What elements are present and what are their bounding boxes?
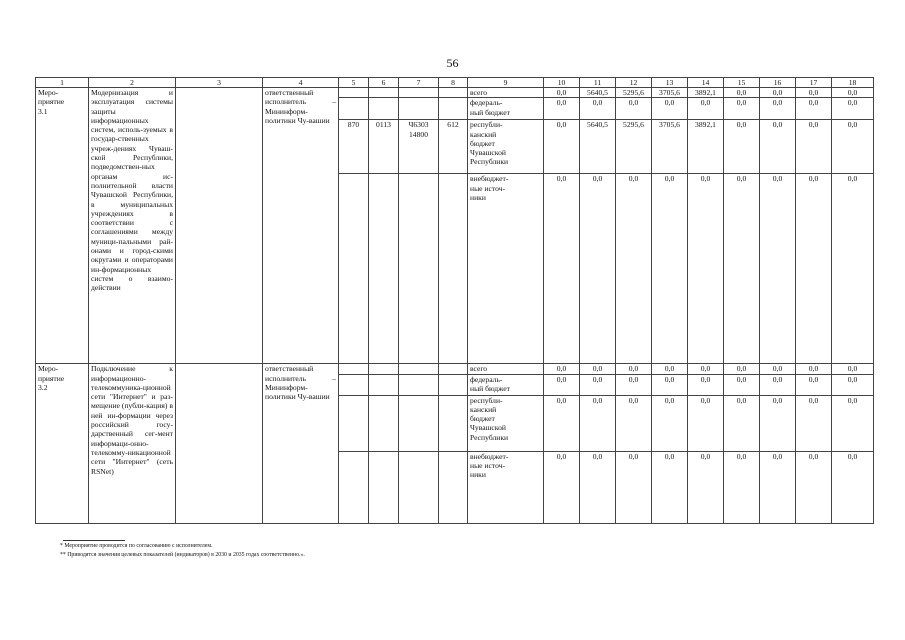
event-id-cell-text: Меро- приятие 3.2 — [38, 364, 65, 392]
funding-source-cell-text: республи- канский бюджет Чувашской Республики — [470, 395, 509, 442]
grbs-code-cell — [339, 98, 369, 120]
value-cell — [688, 364, 724, 374]
value-cell-text: 0,0 — [556, 451, 567, 461]
value-cell — [544, 98, 580, 120]
value-cell — [688, 174, 724, 364]
section-code-cell — [369, 395, 399, 451]
value-cell-text: 0,0 — [772, 88, 783, 97]
target-code-cell — [399, 120, 439, 174]
event-name-cell — [89, 364, 176, 523]
footnote-2: ** Приводятся значения целевых показателей (индикаторов) в 2030 и 2035 годах соответственно.». — [60, 552, 305, 558]
grbs-code-cell — [339, 120, 369, 174]
funding-source-cell — [468, 88, 544, 98]
header-cell-6: 6 — [369, 78, 399, 88]
value-cell-text: 0,0 — [847, 374, 858, 384]
header-cell-17: 17 — [796, 78, 832, 88]
value-cell-text: 0,0 — [592, 98, 603, 108]
value-cell-text: 0,0 — [556, 174, 567, 184]
value-cell — [688, 374, 724, 395]
value-cell-text: 0,0 — [556, 88, 567, 97]
value-cell-text: 0,0 — [808, 374, 819, 384]
section-code-cell — [369, 451, 399, 523]
value-cell — [724, 120, 760, 174]
value-cell — [832, 451, 874, 523]
value-cell — [760, 364, 796, 374]
funding-source-cell — [468, 395, 544, 451]
table-row — [36, 88, 874, 98]
value-cell-text: 0,0 — [628, 174, 639, 184]
section-code-cell — [369, 364, 399, 374]
value-cell — [580, 451, 616, 523]
value-cell — [832, 395, 874, 451]
value-cell — [796, 374, 832, 395]
value-cell — [544, 174, 580, 364]
value-cell — [724, 98, 760, 120]
value-cell-text: 3892,1 — [695, 88, 716, 97]
value-cell — [616, 98, 652, 120]
value-cell — [796, 120, 832, 174]
value-cell-text: 0,0 — [664, 374, 675, 384]
value-cell-text: 0,0 — [772, 395, 783, 405]
value-cell — [796, 88, 832, 98]
value-cell — [580, 364, 616, 374]
value-cell-text: 0,0 — [736, 174, 747, 184]
value-cell — [616, 120, 652, 174]
value-cell — [724, 174, 760, 364]
section-code-cell — [369, 98, 399, 120]
value-cell-text: 0,0 — [664, 174, 675, 184]
value-cell — [796, 174, 832, 364]
expense-type-cell — [439, 395, 468, 451]
target-code-cell — [399, 395, 439, 451]
value-cell — [652, 174, 688, 364]
value-cell-text: 0,0 — [628, 395, 639, 405]
col3-cell — [176, 364, 263, 523]
expense-type-cell — [439, 98, 468, 120]
value-cell — [796, 451, 832, 523]
budget-table — [35, 77, 874, 524]
value-cell-text: 0,0 — [808, 88, 819, 97]
event-name-cell — [89, 88, 176, 364]
expense-type-cell — [439, 174, 468, 364]
value-cell — [580, 88, 616, 98]
value-cell — [652, 451, 688, 523]
value-cell — [760, 451, 796, 523]
event-name-cell-text: Подключение к информационно-телекоммуника-ционной сети "Интернет" и раз-мещение (публи-кация) в ней ин-формации через российский госу-дарственный сег-мент информаци-онно-телекомму-никационной сети "Интернет" (сеть RSNet) — [91, 364, 173, 476]
value-cell-text: 0,0 — [628, 364, 639, 374]
value-cell-text: 0,0 — [700, 98, 711, 108]
funding-source-cell-text: республи- канский бюджет Чувашской Республики — [470, 120, 509, 167]
value-cell — [580, 374, 616, 395]
value-cell-text: 0,0 — [847, 98, 858, 108]
value-cell — [688, 451, 724, 523]
executor-cell — [263, 88, 339, 364]
value-cell — [760, 374, 796, 395]
expense-type-cell — [439, 374, 468, 395]
value-cell — [616, 374, 652, 395]
footnote-rule — [63, 540, 125, 541]
value-cell-text: 3705,6 — [659, 88, 680, 97]
value-cell-text: 0,0 — [736, 364, 747, 374]
value-cell-text: 0,0 — [592, 364, 603, 374]
value-cell — [724, 395, 760, 451]
header-cell-18: 18 — [832, 78, 874, 88]
value-cell — [616, 174, 652, 364]
value-cell-text: 3705,6 — [659, 120, 680, 130]
target-code-cell-text: Ч6303 14800 — [408, 120, 429, 139]
header-cell-8: 8 — [439, 78, 468, 88]
grbs-code-cell — [339, 451, 369, 523]
value-cell-text: 0,0 — [808, 98, 819, 108]
page-number: 56 — [446, 56, 459, 70]
value-cell-text: 0,0 — [664, 364, 675, 374]
value-cell-text: 5640,5 — [587, 120, 608, 130]
expense-type-cell — [439, 120, 468, 174]
event-id-cell — [36, 364, 89, 523]
value-cell-text: 0,0 — [736, 395, 747, 405]
value-cell-text: 0,0 — [556, 364, 567, 374]
value-cell — [832, 374, 874, 395]
expense-type-cell-text: 612 — [447, 120, 459, 130]
section-code-cell — [369, 374, 399, 395]
value-cell-text: 0,0 — [592, 395, 603, 405]
value-cell — [760, 120, 796, 174]
value-cell — [760, 88, 796, 98]
value-cell — [688, 98, 724, 120]
grbs-code-cell — [339, 364, 369, 374]
value-cell-text: 0,0 — [772, 374, 783, 384]
value-cell-text: 0,0 — [700, 364, 711, 374]
header-cell-5: 5 — [339, 78, 369, 88]
value-cell — [688, 120, 724, 174]
value-cell-text: 0,0 — [736, 120, 747, 130]
value-cell-text: 0,0 — [700, 451, 711, 461]
value-cell-text: 0,0 — [847, 88, 858, 97]
value-cell-text: 0,0 — [700, 174, 711, 184]
value-cell — [544, 395, 580, 451]
value-cell-text: 0,0 — [847, 395, 858, 405]
target-code-cell — [399, 374, 439, 395]
value-cell — [724, 451, 760, 523]
value-cell — [796, 395, 832, 451]
section-code-cell-text: 0113 — [376, 120, 391, 130]
value-cell — [724, 88, 760, 98]
value-cell-text: 0,0 — [772, 174, 783, 184]
value-cell-text: 0,0 — [847, 120, 858, 130]
header-cell-11: 11 — [580, 78, 616, 88]
value-cell-text: 0,0 — [628, 451, 639, 461]
header-cell-14: 14 — [688, 78, 724, 88]
funding-source-cell — [468, 120, 544, 174]
value-cell — [652, 88, 688, 98]
target-code-cell — [399, 174, 439, 364]
header-cell-4: 4 — [263, 78, 339, 88]
value-cell-text: 0,0 — [628, 374, 639, 384]
section-code-cell — [369, 88, 399, 98]
funding-source-cell — [468, 451, 544, 523]
funding-source-cell-text: всего — [470, 88, 488, 97]
header-cell-12: 12 — [616, 78, 652, 88]
grbs-code-cell — [339, 88, 369, 98]
value-cell-text: 0,0 — [700, 395, 711, 405]
header-cell-10: 10 — [544, 78, 580, 88]
value-cell-text: 0,0 — [592, 174, 603, 184]
value-cell-text: 0,0 — [664, 98, 675, 108]
value-cell-text: 0,0 — [736, 374, 747, 384]
section-code-cell — [369, 174, 399, 364]
value-cell-text: 0,0 — [592, 451, 603, 461]
value-cell-text: 0,0 — [808, 395, 819, 405]
target-code-cell — [399, 451, 439, 523]
value-cell-text: 0,0 — [556, 120, 567, 130]
value-cell-text: 5295,6 — [623, 88, 644, 97]
value-cell-text: 0,0 — [772, 451, 783, 461]
value-cell — [580, 120, 616, 174]
value-cell — [544, 451, 580, 523]
event-name-cell-text: Модернизация и эксплуатация системы защиты информационных систем, исполь-зуемых в государ-ственных учреж-дениях Чуваш-ской Республики, подведомствен-ных органам ис-полнительной власти Чувашской Республики, в муниципальных учреждениях в соответствии с соглашениями между муници-пальными рай-онами и город-скими округами и операторами ин-формационных систем о взаимо-действии — [91, 88, 173, 293]
value-cell — [616, 364, 652, 374]
header-row — [36, 78, 874, 88]
funding-source-cell-text: федераль- ный бюджет — [470, 98, 510, 117]
value-cell — [724, 364, 760, 374]
value-cell — [580, 395, 616, 451]
funding-source-cell-text: внебюджет- ные источ- ники — [470, 174, 509, 202]
value-cell-text: 0,0 — [736, 451, 747, 461]
value-cell-text: 0,0 — [664, 451, 675, 461]
value-cell-text: 5640,5 — [587, 88, 608, 97]
funding-source-cell-text: внебюджет- ные источ- ники — [470, 451, 509, 480]
footnote-1: * Мероприятие проводится по согласованию с исполнителем. — [60, 543, 213, 549]
value-cell — [652, 120, 688, 174]
value-cell — [760, 98, 796, 120]
value-cell — [832, 174, 874, 364]
event-id-cell — [36, 88, 89, 364]
funding-source-cell — [468, 364, 544, 374]
executor-cell — [263, 364, 339, 523]
value-cell — [724, 374, 760, 395]
value-cell — [796, 98, 832, 120]
header-cell-15: 15 — [724, 78, 760, 88]
value-cell — [832, 364, 874, 374]
value-cell — [652, 395, 688, 451]
value-cell-text: 0,0 — [772, 364, 783, 374]
value-cell — [760, 174, 796, 364]
header-cell-1: 1 — [36, 78, 89, 88]
value-cell-text: 0,0 — [556, 395, 567, 405]
value-cell — [652, 364, 688, 374]
value-cell-text: 3892,1 — [695, 120, 716, 130]
value-cell-text: 0,0 — [772, 120, 783, 130]
value-cell — [796, 364, 832, 374]
value-cell — [832, 120, 874, 174]
value-cell-text: 0,0 — [808, 451, 819, 461]
header-cell-16: 16 — [760, 78, 796, 88]
funding-source-cell-text: всего — [470, 364, 488, 374]
event-id-cell-text: Меро- приятие 3.1 — [38, 88, 65, 116]
value-cell-text: 0,0 — [736, 98, 747, 108]
value-cell-text: 0,0 — [664, 395, 675, 405]
value-cell-text: 0,0 — [847, 174, 858, 184]
header-cell-7: 7 — [399, 78, 439, 88]
value-cell-text: 0,0 — [808, 120, 819, 130]
value-cell-text: 0,0 — [847, 451, 858, 461]
grbs-code-cell — [339, 174, 369, 364]
value-cell-text: 0,0 — [700, 374, 711, 384]
col3-cell — [176, 88, 263, 364]
value-cell — [832, 88, 874, 98]
value-cell — [580, 98, 616, 120]
header-cell-13: 13 — [652, 78, 688, 88]
section-code-cell — [369, 120, 399, 174]
value-cell — [616, 395, 652, 451]
expense-type-cell — [439, 88, 468, 98]
executor-cell-text: ответственный исполнитель – Мининформ-политики Чу-вашии — [265, 364, 336, 402]
funding-source-cell — [468, 98, 544, 120]
value-cell-text: 0,0 — [736, 88, 747, 97]
value-cell — [688, 395, 724, 451]
value-cell — [832, 98, 874, 120]
value-cell-text: 0,0 — [808, 364, 819, 374]
funding-source-cell — [468, 374, 544, 395]
grbs-code-cell — [339, 395, 369, 451]
value-cell — [688, 88, 724, 98]
header-cell-2: 2 — [89, 78, 176, 88]
value-cell-text: 5295,6 — [623, 120, 644, 130]
expense-type-cell — [439, 451, 468, 523]
target-code-cell — [399, 98, 439, 120]
executor-cell-text: ответственный исполнитель – Мининформ-политики Чу-вашии — [265, 88, 336, 125]
value-cell-text: 0,0 — [592, 374, 603, 384]
value-cell — [544, 374, 580, 395]
value-cell-text: 0,0 — [556, 374, 567, 384]
table-row — [36, 364, 874, 374]
value-cell — [616, 451, 652, 523]
value-cell-text: 0,0 — [556, 98, 567, 108]
grbs-code-cell — [339, 374, 369, 395]
funding-source-cell — [468, 174, 544, 364]
value-cell — [544, 120, 580, 174]
target-code-cell — [399, 88, 439, 98]
value-cell-text: 0,0 — [808, 174, 819, 184]
footnotes — [60, 540, 480, 560]
target-code-cell — [399, 364, 439, 374]
value-cell — [544, 364, 580, 374]
grbs-code-cell-text: 870 — [347, 120, 360, 130]
expense-type-cell — [439, 364, 468, 374]
header-cell-9: 9 — [468, 78, 544, 88]
value-cell — [580, 174, 616, 364]
value-cell — [760, 395, 796, 451]
value-cell — [652, 374, 688, 395]
value-cell — [652, 98, 688, 120]
value-cell — [616, 88, 652, 98]
value-cell-text: 0,0 — [847, 364, 858, 374]
value-cell-text: 0,0 — [772, 98, 783, 108]
value-cell-text: 0,0 — [628, 98, 639, 108]
header-cell-3: 3 — [176, 78, 263, 88]
funding-source-cell-text: федераль- ный бюджет — [470, 374, 510, 393]
value-cell — [544, 88, 580, 98]
